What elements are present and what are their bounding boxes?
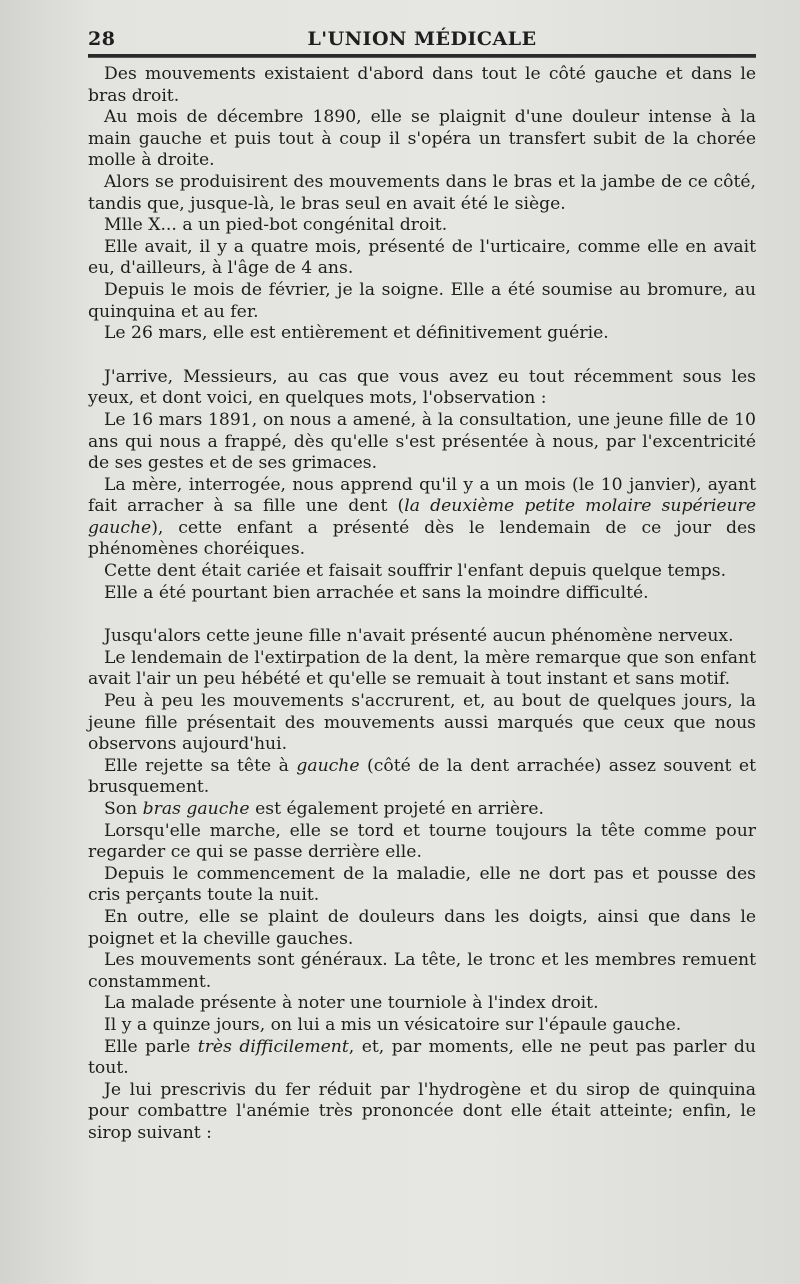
text-run: est également projeté en arrière. [255, 799, 544, 819]
paragraph: Je lui prescrivis du fer réduit par l'hydrogène et du sirop de quinquina pour combattre l'anémie très prononcée dont elle était atteinte; enfin, le sirop suivant : [88, 1079, 756, 1143]
italic-run: très difficilement [197, 1036, 349, 1057]
paragraph: La mère, interrogée, nous apprend qu'il y a un mois (le 10 janvier), ayant fait arracher à sa fille une dent (la deuxième petite molaire supérieure gauche), cette enfant a présenté dès le lendemain de ce jour des phénomènes choréiques. [88, 474, 756, 560]
paragraph [88, 756, 756, 799]
paragraph: Lorsqu'elle marche, elle se tord et tourne toujours la tête comme pour regarder ce qui se passe derrière elle. [88, 820, 756, 863]
text-run: Elle rejette sa tête à [104, 755, 289, 776]
paragraph: Depuis le mois de février, je la soigne. Elle a été soumise au bromure, au quinquina et au fer. [88, 279, 756, 322]
section-gap [88, 345, 756, 367]
page-number: 28 [88, 28, 116, 50]
article-body [88, 64, 756, 1145]
running-title: L'UNION MÉDICALE [307, 28, 537, 50]
text-run: (côté de la dent arrachée) assez souvent et brusquement. [88, 755, 757, 798]
paragraph: Elle avait, il y a quatre mois, présenté de l'urticaire, comme elle en avait eu, d'ailleurs, à l'âge de 4 ans. [88, 236, 756, 279]
text-run: Elle parle [104, 1036, 191, 1057]
italic-run: la deuxième petite molaire supérieure gauche [88, 496, 756, 538]
paragraph: Le lendemain de l'extirpation de la dent, la mère remarque que son enfant avait l'air un peu hébété et qu'elle se remuait à tout instant et sans motif. [88, 647, 756, 690]
paragraph: Jusqu'alors cette jeune fille n'avait présenté aucun phénomène nerveux. [104, 626, 734, 647]
paragraph [88, 1037, 756, 1080]
paragraph: Des mouvements existaient d'abord dans tout le côté gauche et dans le bras droit. [88, 64, 756, 106]
paragraph [88, 799, 756, 821]
text-run: La mère, interrogée, nous apprend qu'il y a un mois (le 10 janvier), ayant fait arracher à sa fille une dent [88, 474, 756, 517]
page-header [88, 22, 756, 52]
paragraph: Mlle X... a un pied-bot congénital droit. [104, 215, 448, 236]
header-rule [88, 54, 756, 58]
paragraph: Elle a été pourtant bien arrachée et sans la moindre difficulté. [104, 582, 649, 603]
paragraph: Il y a quinze jours, on lui a mis un vésicatoire sur l'épaule gauche. [104, 1014, 682, 1035]
text-run: ), cette enfant a présenté dès le lendemain de ce jour des phénomènes choréiques. [88, 517, 756, 560]
paragraph: Les mouvements sont généraux. La tête, le tronc et les membres remuent constamment. [88, 950, 756, 992]
paragraph: Le 16 mars 1891, on nous a amené, à la consultation, une jeune fille de 10 ans qui nous a frappé, dès qu'elle s'est présentée à nous, par l'excentricité de ses gestes et de ses grimaces. [88, 409, 756, 474]
paragraph: Au mois de décembre 1890, elle se plaignit d'une douleur intense à la main gauche et puis tout à coup il s'opéra un transfert subit de la chorée molle à droite. [88, 107, 756, 171]
italic-run: bras gauche [142, 799, 250, 819]
paragraph: Alors se produisirent des mouvements dans le bras et la jambe de ce côté, tandis que, jusque-là, le bras seul en avait été le siège. [88, 171, 756, 214]
paragraph: J'arrive, Messieurs, au cas que vous avez eu tout récemment sous les yeux, et dont voici, en quelques mots, l'observation : [88, 366, 756, 409]
paragraph: Le 26 mars, elle est entièrement et définitivement guérie. [104, 323, 609, 344]
paragraph: Cette dent était cariée et faisait souffrir l'enfant depuis quelque temps. [104, 561, 727, 582]
paragraph: En outre, elle se plaint de douleurs dans les doigts, ainsi que dans le poignet et la cheville gauches. [88, 906, 756, 949]
paragraph: Depuis le commencement de la maladie, elle ne dort pas et pousse des cris perçants toute la nuit. [88, 863, 756, 906]
text-run: Son [104, 799, 138, 819]
paragraph: La malade présente à noter une tourniole à l'index droit. [104, 993, 599, 1014]
paragraph: Peu à peu les mouvements s'accrurent, et, au bout de quelques jours, la jeune fille présentait des mouvements aussi marqués que ceux que nous observons aujourd'hui. [88, 691, 756, 755]
italic-run: gauche [296, 755, 360, 776]
text-run: , et, par moments, elle ne peut pas parler du tout. [88, 1036, 756, 1079]
section-gap [88, 604, 756, 626]
